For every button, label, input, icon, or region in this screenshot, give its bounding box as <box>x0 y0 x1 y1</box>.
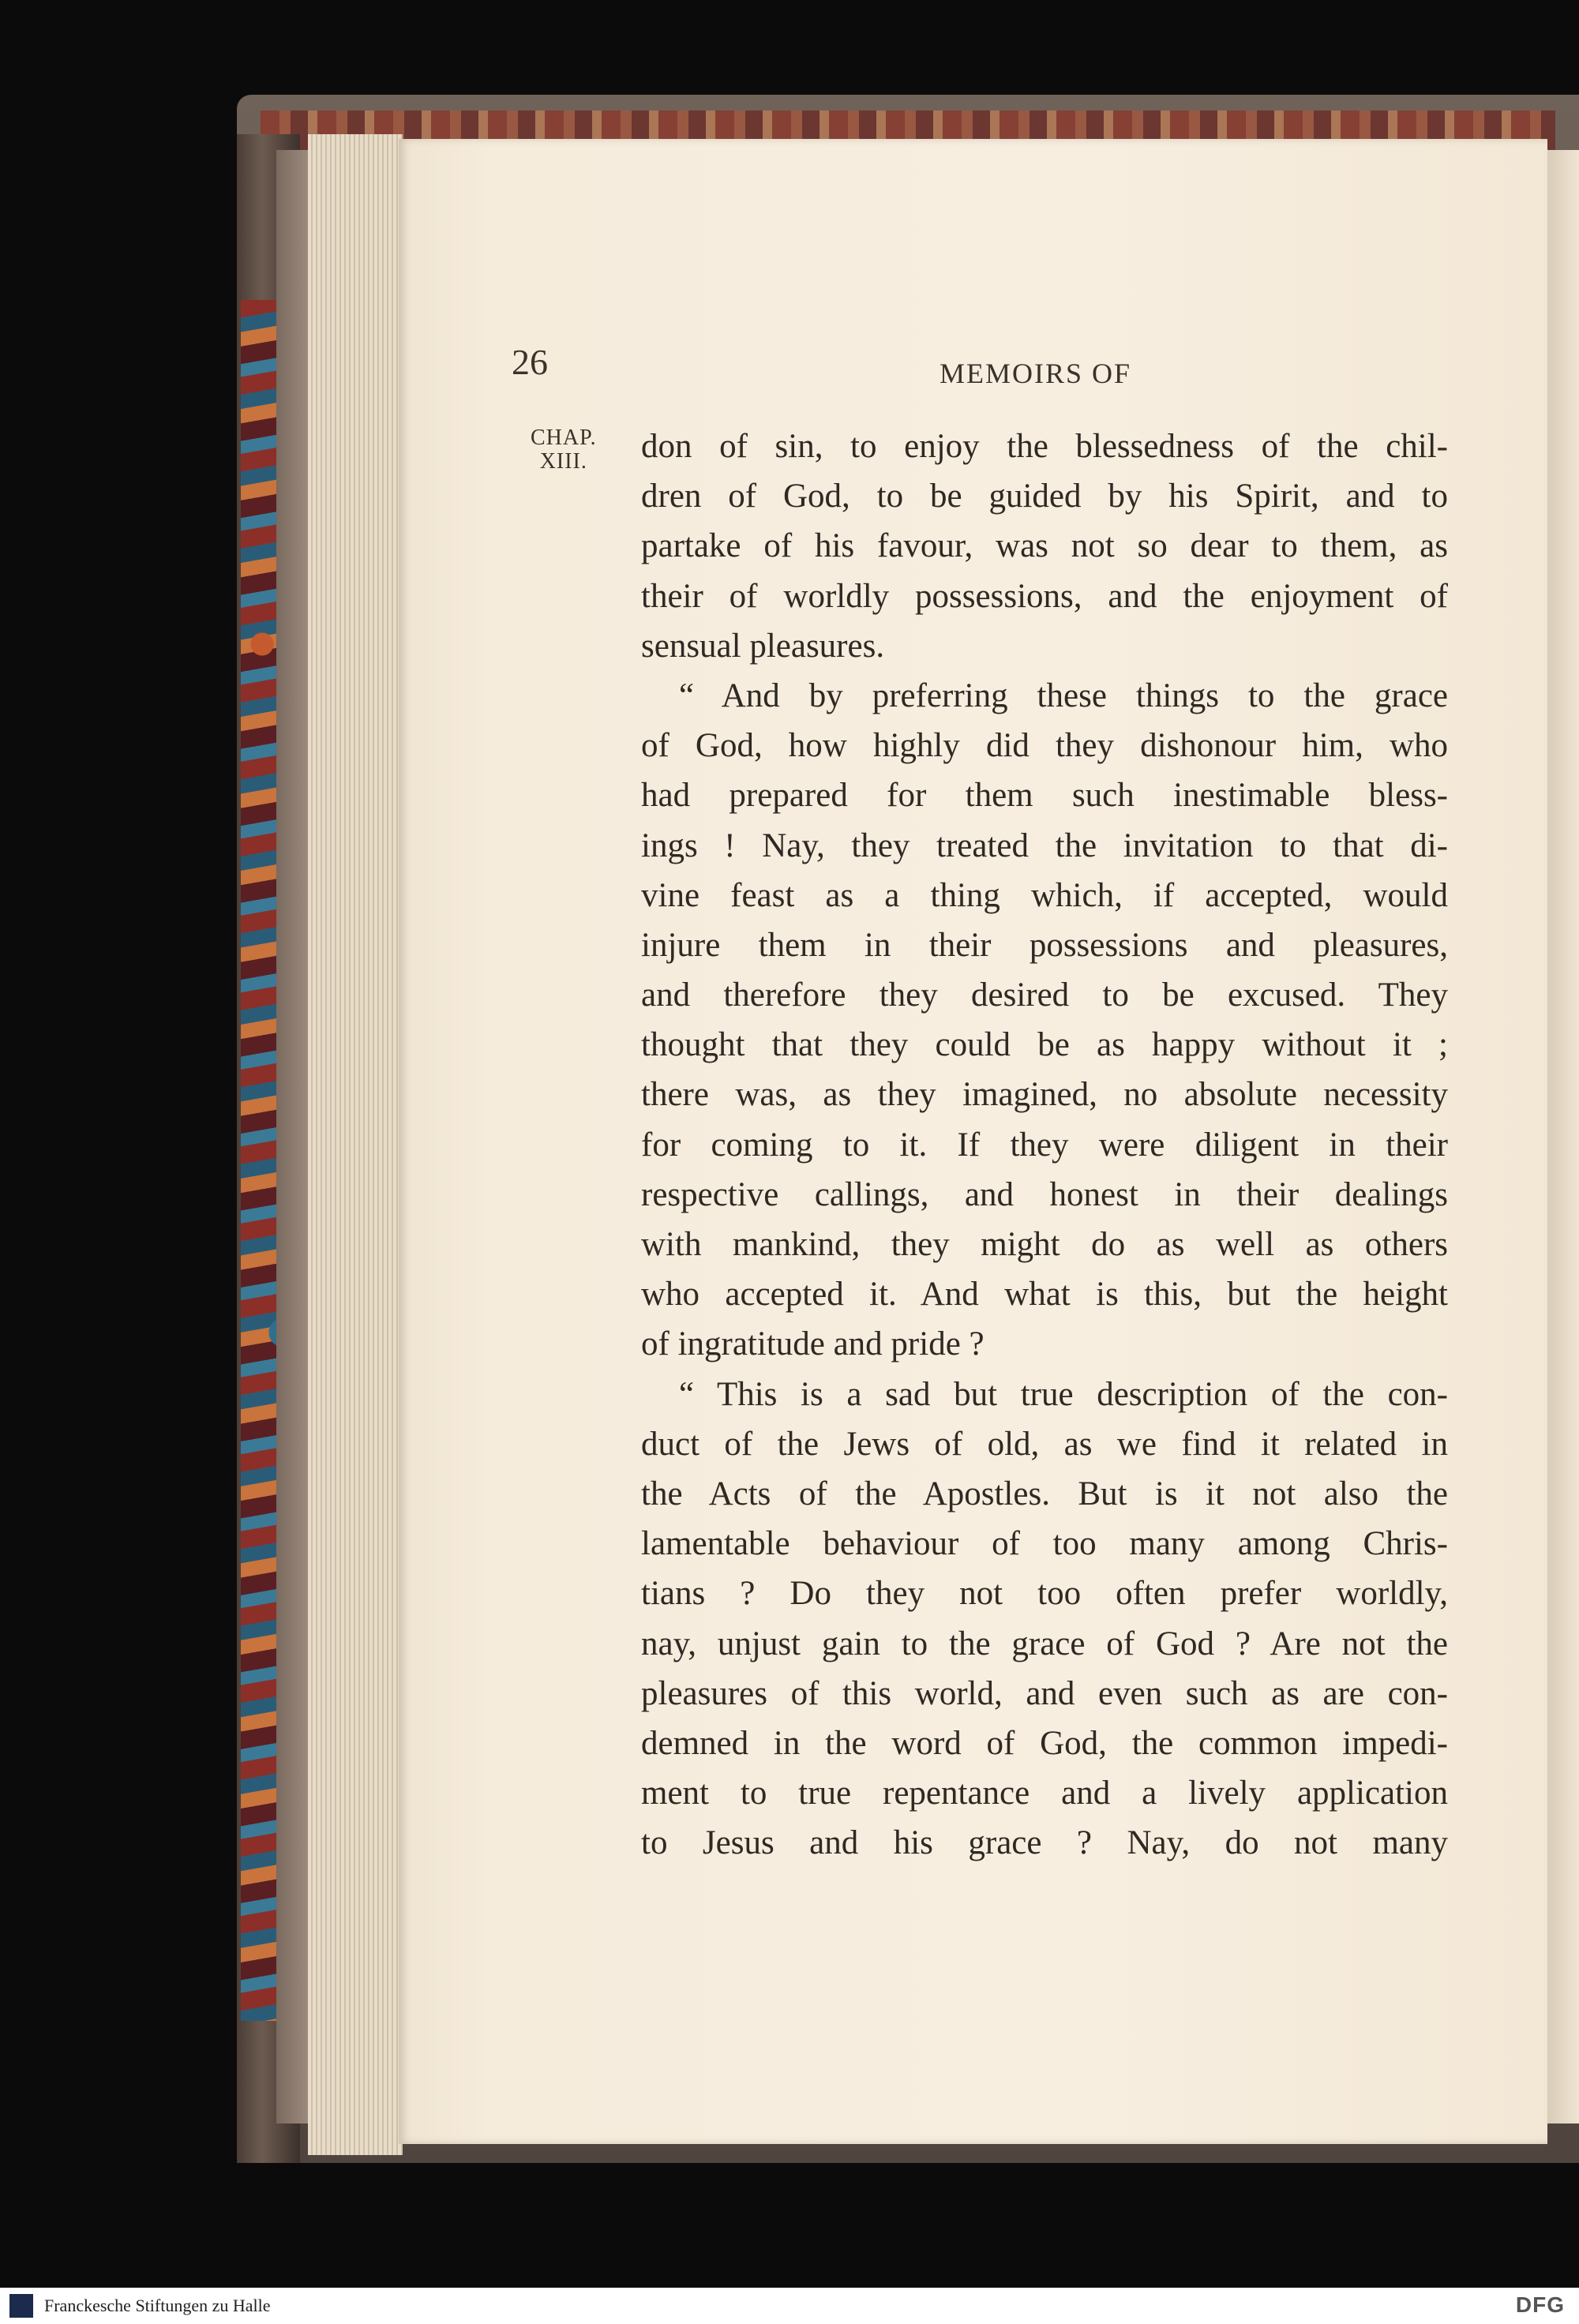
body-text <box>641 422 1448 1868</box>
text-line: of ingratitude and pride ? <box>641 1325 985 1363</box>
text-line: pleasures of this world, and even such as are con- <box>641 1674 1448 1712</box>
text-line: who accepted it. And what is this, but the height <box>641 1276 1448 1314</box>
page-number: 26 <box>512 342 548 382</box>
text-line: thought that they could be as happy without it ; <box>641 1026 1448 1064</box>
text-line: there was, as they imagined, no absolute necessity <box>641 1076 1448 1114</box>
dfg-badge: DFG <box>1515 2292 1565 2317</box>
facing-page-edge <box>1547 150 1579 2123</box>
text-line: the Acts of the Apostles. But is it not also the <box>641 1475 1448 1512</box>
text-line: tians ? Do they not too often prefer worldly, <box>641 1575 1448 1613</box>
text-line: vine feast as a thing which, if accepted, would <box>641 876 1448 914</box>
text-line: ings ! Nay, they treated the invitation to that di- <box>641 827 1448 864</box>
text-line: duct of the Jews of old, as we find it related in <box>641 1425 1448 1463</box>
text-line: nay, unjust gain to the grace of God ? Are not the <box>641 1625 1448 1662</box>
institution-logo-icon <box>9 2294 33 2318</box>
text-line: lamentable behaviour of too many among Chris- <box>641 1525 1448 1563</box>
text-line: respective callings, and honest in their dealings <box>641 1175 1448 1213</box>
text-line: partake of his favour, was not so dear to them, as <box>641 527 1448 565</box>
text-line: dren of God, to be guided by his Spirit, and to <box>641 478 1448 515</box>
page-stack-edges <box>308 134 403 2155</box>
chapter-number: XIII. <box>539 449 587 474</box>
text-line: don of sin, to enjoy the blessedness of the chil- <box>641 428 1448 465</box>
text-line: sensual pleasures. <box>641 627 885 665</box>
text-line: had prepared for them such inestimable bless- <box>641 777 1448 815</box>
running-head: MEMOIRS OF <box>940 358 1132 389</box>
chapter-label: CHAP. <box>531 425 597 450</box>
text-line: and therefore they desired to be excused. They <box>641 976 1448 1014</box>
text-line: “ And by preferring these things to the grace <box>679 677 1448 714</box>
text-line: their of worldly possessions, and the enjoyment of <box>641 577 1448 615</box>
institution-name: Franckesche Stiftungen zu Halle <box>44 2296 271 2315</box>
text-line: demned in the word of God, the common impedi- <box>641 1724 1448 1762</box>
viewer-footer <box>0 2288 1579 2324</box>
text-line: ment to true repentance and a lively application <box>641 1775 1448 1812</box>
text-line: to Jesus and his grace ? Nay, do not many <box>641 1824 1448 1862</box>
chapter-marker <box>531 426 597 474</box>
text-line: injure them in their possessions and pleasures, <box>641 926 1448 964</box>
text-line: with mankind, they might do as well as others <box>641 1226 1448 1263</box>
endpaper-edge <box>276 150 308 2123</box>
text-line: for coming to it. If they were diligent in their <box>641 1126 1448 1164</box>
text-line: of God, how highly did they dishonour him, who <box>641 727 1448 765</box>
text-line: “ This is a sad but true description of the con- <box>679 1375 1448 1413</box>
